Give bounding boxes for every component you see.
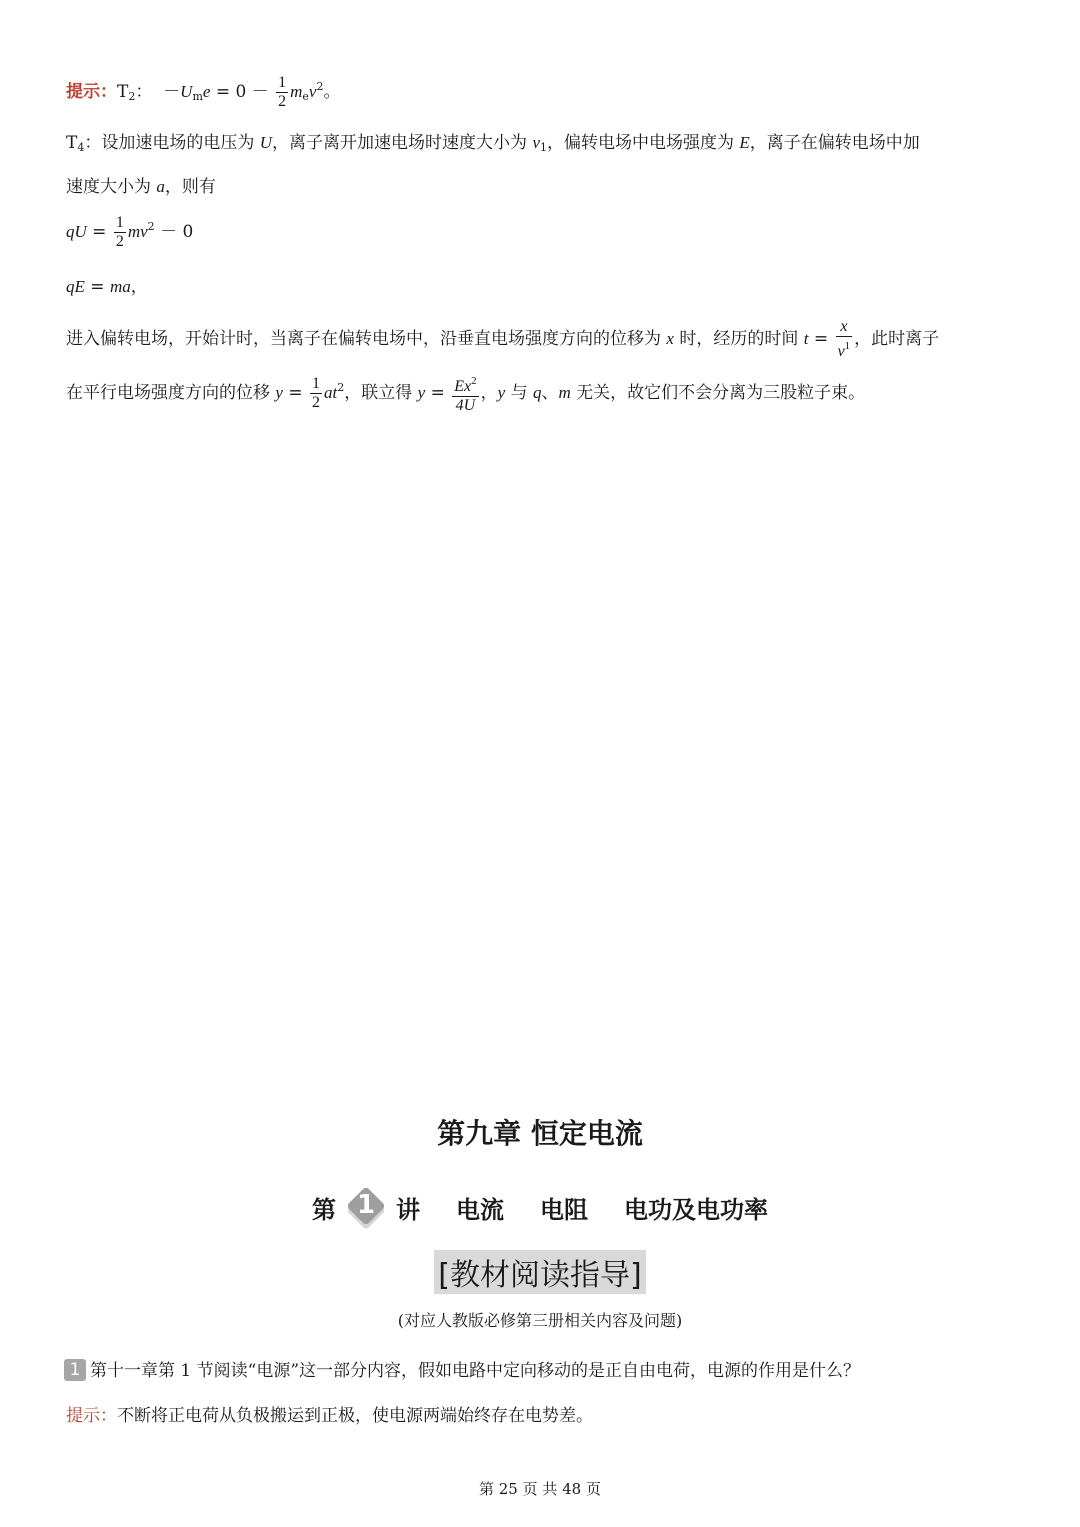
question-1-hint: 提示：不断将正电荷从负极搬运到正极，使电源两端始终存在电势差。 (66, 1406, 593, 1426)
t2-label: $T_2$ (117, 82, 136, 103)
equation-qU: qU = $\frac{1}{2}$ $mv^2 - 0$ (66, 214, 194, 250)
guide-subtitle: (对应人教版必修第三册相关内容及问题) (397, 1311, 683, 1330)
paragraph-line-2: 在平行电场强度方向的位移 y = $\frac{1}{2}$ $at^2$，联立得 y = $\frac{Ex^2}{4U}$ ，y 与 q、m 无关，故它们不会分离为三股粒子束。 (66, 372, 865, 415)
eq1-fraction: $\frac{1}{2}$ (115, 214, 124, 250)
time-fraction: $\frac{x}{v^1}$ (837, 318, 851, 360)
page-footer: 第 25 页 共 48 页 (478, 1480, 601, 1498)
t4-line-2: 速度大小为 a，则有 (66, 177, 216, 197)
displacement-fraction: $\frac{1}{2}$ (312, 375, 321, 411)
guide-heading: [教材阅读指导] (0, 1250, 1080, 1294)
hint-label: 提示： (66, 82, 117, 102)
hint-label-2: 提示： (66, 1406, 117, 1426)
chapter-title: 第九章 恒定电流 (437, 1117, 643, 1150)
t2-fraction: $\frac{1}{2}$ (278, 74, 287, 110)
question-1 (64, 1359, 860, 1381)
question-number-badge: 1 (64, 1359, 86, 1381)
equation-qE: qE = ma， (66, 277, 148, 297)
lecture-title: 第 1 讲 电流 电阻 电功及电功率 (0, 1190, 1080, 1228)
result-fraction: $\frac{Ex^2}{4U}$ (452, 372, 478, 415)
t4-line-1: $T_4$：设加速电场的电压为 U，离子离开加速电场时速度大小为 $v_1$，偏转电场中电场强度为 E，离子在偏转电场中加 (66, 133, 920, 154)
paragraph-line-1: 进入偏转电场，开始计时，当离子在偏转电场中，沿垂直电场强度方向的位移为 x 时，经历的时间 t = $\frac{x}{v^1}$ ，此时离子 (66, 318, 940, 360)
t2-hint-line: 提示：$T_2$： $-U_me = 0$ － $\frac{1}{2}$ $m_ev^2$。 (66, 74, 341, 110)
question-text: 第十一章第 1 节阅读“电源”这一部分内容，假如电路中定向移动的是正自由电荷，电源的作用是什么？ (90, 1361, 861, 1381)
lecture-number-badge: 1 (344, 1184, 388, 1228)
